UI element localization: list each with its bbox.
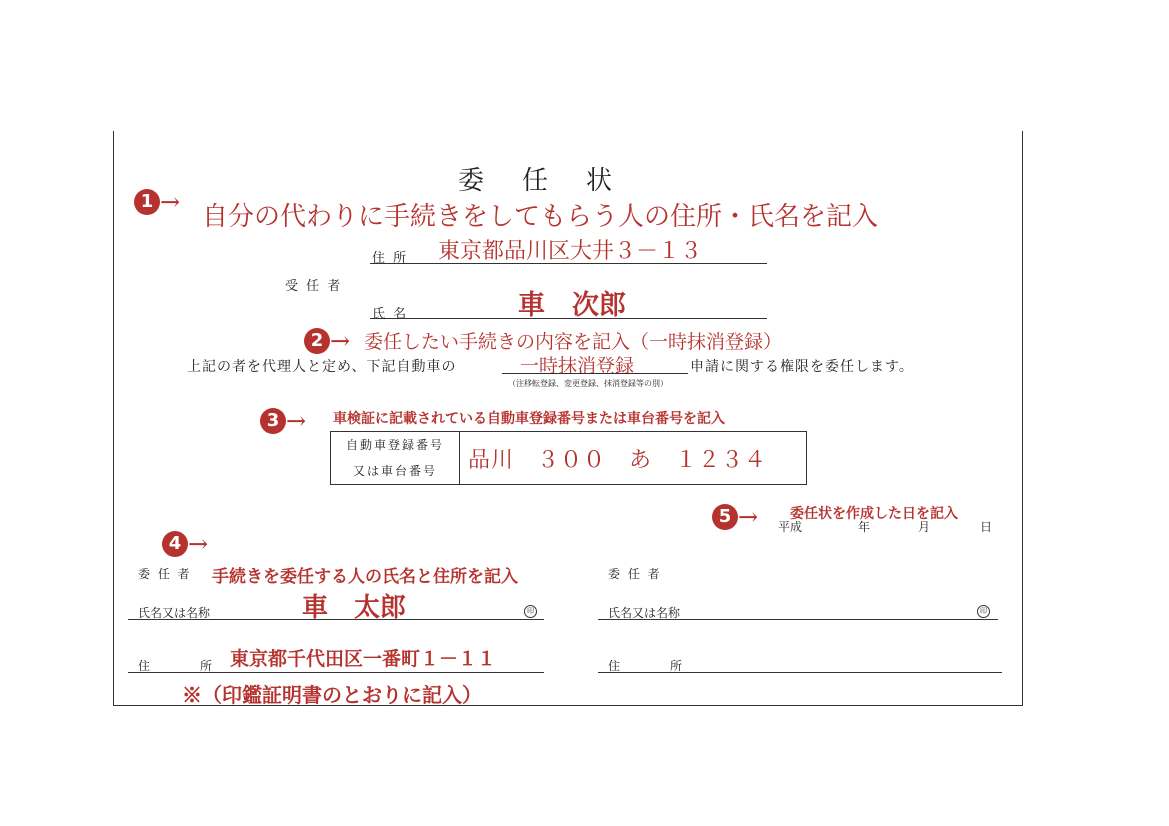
principal-left-name-line	[128, 619, 544, 620]
annotation-5	[712, 503, 758, 531]
principal-left-address-line	[128, 672, 544, 673]
agent-address-label: 住 所	[372, 251, 409, 266]
statement-procedure: 一時抹消登録	[520, 355, 635, 377]
annotation-4	[162, 530, 208, 558]
registration-label-line1: 自動車登録番号	[345, 438, 444, 452]
number-2-icon: 2	[304, 328, 330, 354]
arrow-icon: →	[188, 530, 209, 558]
date-year: 年	[858, 520, 871, 534]
arrow-icon: →	[330, 327, 351, 355]
principal-left-label: 委 任 者	[138, 567, 192, 581]
agent-name-value: 車 次郎	[518, 290, 626, 321]
arrow-icon: →	[286, 407, 307, 435]
number-3-icon: 3	[260, 408, 286, 434]
annotation-2-text: 委任したい手続きの内容を記入（一時抹消登録）	[364, 331, 783, 353]
number-4-icon: 4	[162, 531, 188, 557]
annotation-4-text: 手続きを委任する人の氏名と住所を記入	[212, 567, 518, 587]
procedure-line	[502, 373, 688, 374]
form-bottom-line	[113, 705, 1023, 706]
annotation-5-text: 委任状を作成した日を記入	[790, 506, 958, 522]
date-month: 月	[918, 520, 931, 534]
agent-address-line	[370, 263, 767, 264]
principal-right-address-line	[598, 672, 1002, 673]
arrow-icon: →	[160, 188, 181, 216]
annotation-3-text: 車検証に記載されている自動車登録番号または車台番号を記入	[333, 411, 725, 427]
form-title: 委 任 状	[458, 166, 619, 196]
statement-before: 上記の者を代理人と定め、下記自動車の	[187, 359, 457, 375]
date-day: 日	[980, 520, 993, 534]
annotation-3	[260, 407, 306, 435]
statement-after: 申請に関する権限を委任します。	[690, 359, 914, 375]
principal-left-address-label-1: 住	[138, 659, 151, 673]
registration-label-line2: 又は車台番号	[352, 464, 437, 478]
agent-name-line	[370, 318, 767, 319]
principal-right-name-label: 氏名又は名称	[608, 606, 681, 620]
number-5-icon: 5	[712, 504, 738, 530]
principal-right-name-line	[598, 619, 998, 620]
annotation-1-text: 自分の代わりに手続きをしてもらう人の住所・氏名を記入	[202, 202, 879, 232]
annotation-1	[134, 188, 180, 216]
statement-note: （注移転登録、変更登録、抹消登録等の別）	[508, 379, 668, 388]
date-era: 平成	[778, 520, 803, 534]
agent-label: 受 任 者	[285, 279, 343, 294]
agent-address-value: 東京都品川区大井３－１３	[438, 239, 703, 264]
arrow-icon: →	[738, 503, 759, 531]
principal-right-address-label-1: 住	[608, 659, 621, 673]
registration-table	[330, 431, 807, 485]
principal-right-label: 委 任 者	[608, 567, 662, 581]
principal-left-name-label: 氏名又は名称	[138, 606, 211, 620]
seal-icon: 印	[977, 605, 990, 618]
principal-right-address-label-2: 所	[670, 659, 683, 673]
annotation-2	[304, 327, 350, 355]
registration-label-cell	[331, 432, 460, 485]
registration-value: 品川 ３００ あ １２３４	[460, 432, 807, 485]
principal-left-name-value: 車 太郎	[302, 593, 407, 623]
agent-name-label: 氏 名	[372, 307, 409, 322]
principal-left-address-value: 東京都千代田区一番町１－１１	[230, 648, 497, 670]
seal-note: ※（印鑑証明書のとおりに記入）	[182, 683, 482, 707]
principal-left-address-label-2: 所	[200, 659, 213, 673]
number-1-icon: 1	[134, 189, 160, 215]
seal-icon: 印	[524, 605, 537, 618]
